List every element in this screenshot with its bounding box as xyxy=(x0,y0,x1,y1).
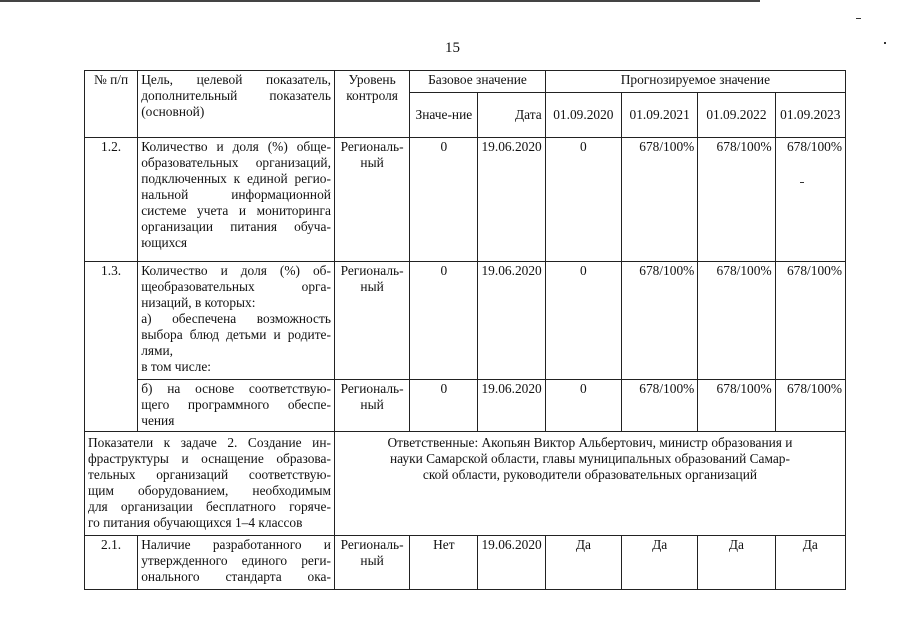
row-goal: б) на основе соответствую- щего программного обеспе- чения xyxy=(138,380,335,432)
row-level: Региональ-ный xyxy=(334,536,409,590)
row-value-2022: Да xyxy=(698,536,775,590)
header-level: Уровень контроля xyxy=(334,71,409,138)
row-base-value: 0 xyxy=(410,138,478,262)
row-value-2022: 678/100% xyxy=(698,262,775,380)
row-base-value: 0 xyxy=(410,380,478,432)
row-value-2023: 678/100% xyxy=(775,138,845,262)
row-num: 2.1. xyxy=(85,536,138,590)
header-goal: Цель, целевой показатель, дополнительный показатель (основной) xyxy=(138,71,335,138)
header-num: № п/п xyxy=(85,71,138,138)
row-level: Региональ-ный xyxy=(334,262,409,380)
row-goal: Количество и доля (%) об- щеобразовательных орга- низаций, в которых: а) обеспечена возможность выбора блюд детьми и родите- лями, в том числе: xyxy=(138,262,335,380)
header-base-value: Значе-ние xyxy=(410,93,478,138)
row-goal: Наличие разработанного и утвержденного единого реги- онального стандарта ока- xyxy=(138,536,335,590)
task-section-row xyxy=(85,432,846,536)
header-year-2020: 01.09.2020 xyxy=(545,93,621,138)
table-row xyxy=(85,262,846,380)
row-num: 1.3. xyxy=(85,262,138,380)
row-base-value: Нет xyxy=(410,536,478,590)
row-value-2023: Да xyxy=(775,536,845,590)
row-value-2021: Да xyxy=(622,536,698,590)
header-forecast: Прогнозируемое значение xyxy=(545,71,845,93)
row-value-2021: 678/100% xyxy=(622,380,698,432)
row-value-2022: 678/100% xyxy=(698,138,775,262)
header-base: Базовое значение xyxy=(410,71,546,93)
scan-speck xyxy=(856,18,861,19)
row-value-2020: 0 xyxy=(545,138,621,262)
row-value-2023: 678/100% xyxy=(775,262,845,380)
header-year-2021: 01.09.2021 xyxy=(622,93,698,138)
table-row xyxy=(85,536,846,590)
row-base-date: 19.06.2020 xyxy=(478,536,545,590)
row-base-value: 0 xyxy=(410,262,478,380)
row-value-2023: 678/100% xyxy=(775,380,845,432)
task2-responsible: Ответственные: Акопьян Виктор Альбертович, министр образования и науки Самарской области, главы муниципальных образований Самар- ской области, руководители образовательных организаций xyxy=(334,432,845,536)
header-base-date: Дата xyxy=(478,93,545,138)
table-row xyxy=(85,138,846,262)
row-value-2021: 678/100% xyxy=(622,262,698,380)
header-row-1 xyxy=(85,71,846,93)
row-value-2020: 0 xyxy=(545,380,621,432)
row-goal: Количество и доля (%) обще- образовательных организаций, подключенных к единой регио- нальной информационной системе учета и мониторинга организации питания обуча- ющихся xyxy=(138,138,335,262)
row-value-2021: 678/100% xyxy=(622,138,698,262)
indicators-table xyxy=(84,70,846,590)
row-level: Региональ-ный xyxy=(334,138,409,262)
scan-top-rule xyxy=(0,0,760,2)
task2-title: Показатели к задаче 2. Создание ин- фраструктуры и оснащение образова- тельных организаций соответствую- щим оборудованием, необходимым для организации бесплатного горяче- го питания обучающихся 1–4 классов xyxy=(85,432,335,536)
row-value-2022: 678/100% xyxy=(698,380,775,432)
row-base-date: 19.06.2020 xyxy=(478,138,545,262)
row-level: Региональ-ный xyxy=(334,380,409,432)
table-row xyxy=(85,380,846,432)
row-base-date: 19.06.2020 xyxy=(478,262,545,380)
page-number: 15 xyxy=(445,40,460,56)
header-year-2023: 01.09.2023 xyxy=(775,93,845,138)
row-num: 1.2. xyxy=(85,138,138,262)
header-year-2022: 01.09.2022 xyxy=(698,93,775,138)
row-value-2020: Да xyxy=(545,536,621,590)
row-num xyxy=(85,380,138,432)
row-value-2020: 0 xyxy=(545,262,621,380)
row-base-date: 19.06.2020 xyxy=(478,380,545,432)
